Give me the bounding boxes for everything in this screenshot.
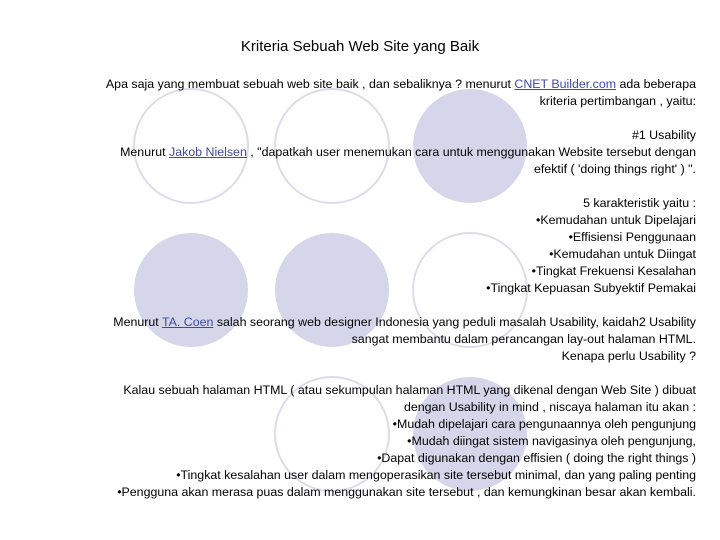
benefit-item: •Dapat digunakan dengan effisien ( doing the right things ) [377,451,696,465]
benefit-item: •Mudah diingat sistem navigasinya oleh pengunjung, [407,434,696,448]
coen-question: Kenapa perlu Usability ? [561,349,696,363]
characteristics-intro: 5 karakteristik yaitu : [583,196,696,210]
benefit-item: •Tingkat kesalahan user dalam mengoperasikan site tersebut minimal, dan yang paling penting [176,468,696,482]
intro-paragraph [86,76,696,110]
coen-text: Menurut [113,315,162,329]
benefit-item: •Mudah dipelajari cara pengunaannya oleh pengunjung [392,417,696,431]
coen-text-end: salah seorang web designer Indonesia yang peduli masalah Usability, kaidah2 Usability sangat membantu dalam perancangan lay-out halaman HTML. [213,315,696,346]
benefit-item: •Pengguna akan merasa puas dalam menggunakan site tersebut , dan kemungkinan besar akan kembali. [117,485,696,499]
intro-text-end: ada beberapa kriteria pertimbangan , yaitu: [539,77,696,108]
slide-title: Kriteria Sebuah Web Site yang Baik [240,38,480,55]
characteristic-item: •Kemudahan untuk Dipelajari [535,213,696,227]
html-intro-paragraph: Kalau sebuah halaman HTML ( atau sekumpulan halaman HTML yang dikenal dengan Web Site ) dibuat dengan Usability in mind , niscaya halaman itu akan : [123,383,696,414]
coen-paragraph [86,314,696,348]
characteristic-item: •Tingkat Frekuensi Kesalahan [531,264,696,278]
characteristic-item: •Tingkat Kepuasan Subyektif Pemakai [486,281,696,295]
characteristic-item: •Kemudahan untuk Diingat [549,247,696,261]
cnet-builder-link[interactable]: CNET Builder.com [514,77,617,91]
slide-body [86,76,696,501]
intro-text: Apa saja yang membuat sebuah web site baik , dan sebaliknya ? menurut [105,77,515,91]
usability-heading: #1 Usability [631,128,696,142]
jakob-nielsen-link[interactable]: Jakob Nielsen [169,145,247,159]
nielsen-text: Menurut [120,145,169,159]
nielsen-paragraph [86,144,696,178]
characteristic-item: •Effisiensi Penggunaan [568,230,696,244]
ta-coen-link[interactable]: TA. Coen [161,315,214,329]
nielsen-text-end: , "dapatkah user menemukan cara untuk menggunakan Website tersebut dengan efektif ( 'doing things right' ) ". [246,145,696,176]
